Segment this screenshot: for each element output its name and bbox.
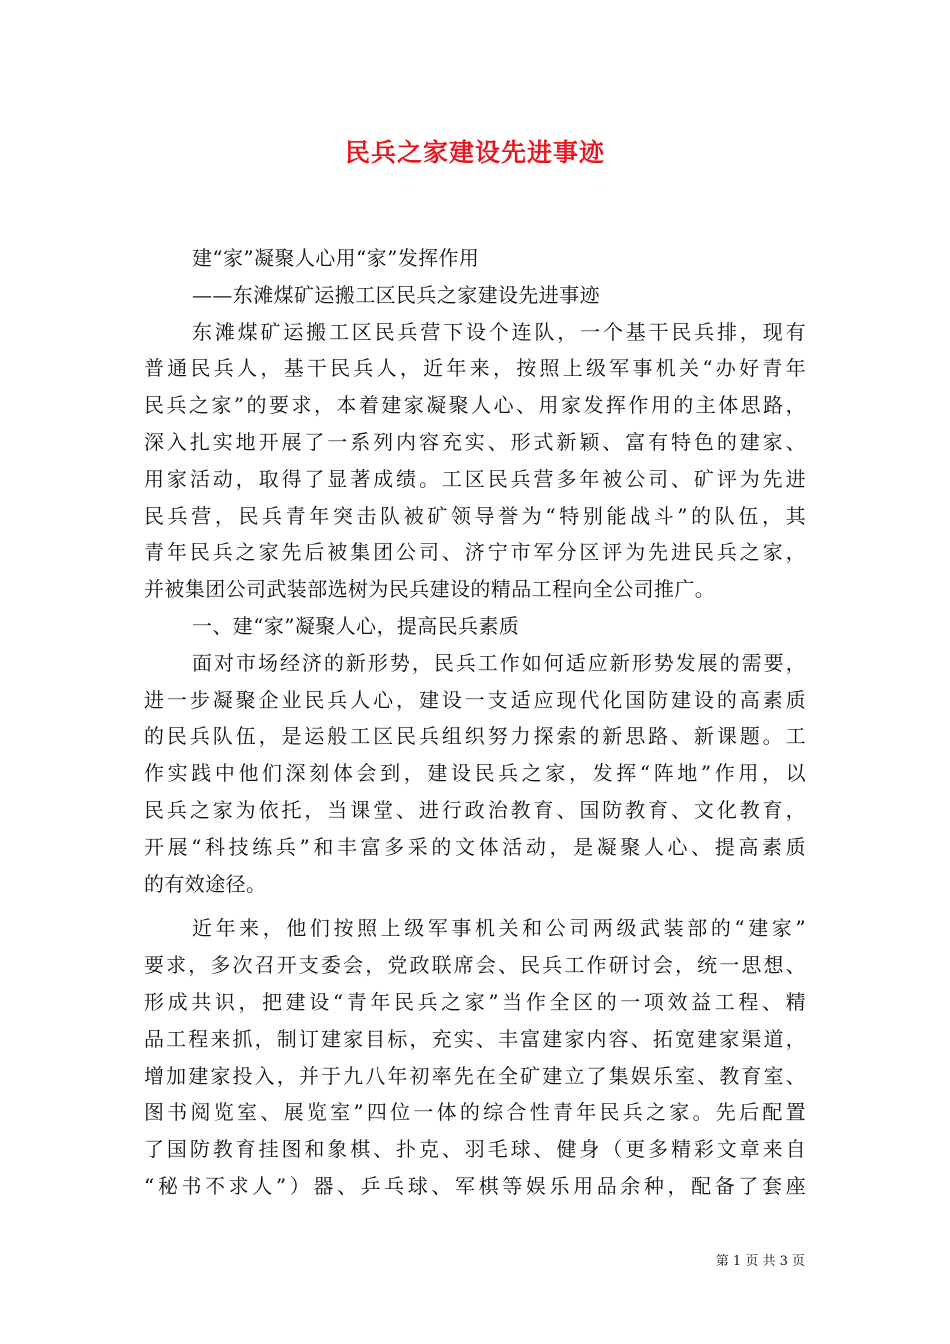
text-line: 普通民兵人，基干民兵人，近年来，按照上级军事机关“办好青年 bbox=[144, 356, 806, 381]
page-number: 第 1 页 共 3 页 bbox=[715, 1254, 805, 1269]
text-line: ——东滩煤矿运搬工区民兵之家建设先进事迹 bbox=[192, 282, 600, 307]
text-line: 用家活动，取得了显著成绩。工区民兵营多年被公司、矿评为先进 bbox=[144, 466, 806, 491]
text-line: 图书阅览室、展览室”四位一体的综合性青年民兵之家。先后配置 bbox=[144, 1100, 806, 1125]
text-line: “秘书不求人”）器、乒乓球、军棋等娱乐用品余种，配备了套座 bbox=[144, 1173, 806, 1198]
text-line: 增加建家投入，并于九八年初率先在全矿建立了集娱乐室、教育室、 bbox=[144, 1063, 806, 1088]
text-line: 民兵之家为依托，当课堂、进行政治教育、国防教育、文化教育， bbox=[144, 797, 806, 822]
text-line: 的民兵队伍，是运般工区民兵组织努力探索的新思路、新课题。工 bbox=[144, 724, 806, 749]
text-line: 形成共识，把建设“青年民兵之家”当作全区的一项效益工程、精 bbox=[144, 989, 806, 1014]
text-line: 的有效途径。 bbox=[144, 871, 267, 896]
text-line: 面对市场经济的新形势，民兵工作如何适应新形势发展的需要， bbox=[192, 650, 806, 675]
document-body bbox=[144, 240, 806, 1205]
text-line: 近年来，他们按照上级军事机关和公司两级武装部的“建家” bbox=[192, 916, 806, 941]
text-line: 开展“科技练兵”和丰富多采的文体活动，是凝聚人心、提高素质 bbox=[144, 834, 806, 859]
text-line: 东滩煤矿运搬工区民兵营下设个连队，一个基干民兵排，现有 bbox=[192, 319, 806, 344]
text-line: 深入扎实地开展了一系列内容充实、形式新颖、富有特色的建家、 bbox=[144, 429, 806, 454]
text-line: 并被集团公司武装部选树为民兵建设的精品工程向全公司推广。 bbox=[144, 577, 716, 602]
text-line: 民兵之家”的要求，本着建家凝聚人心、用家发挥作用的主体思路， bbox=[144, 393, 806, 418]
text-line: 建“家”凝聚人心用“家”发挥作用 bbox=[192, 246, 480, 270]
text-line: 青年民兵之家先后被集团公司、济宁市军分区评为先进民兵之家， bbox=[144, 540, 806, 565]
text-line: 作实践中他们深刻体会到，建设民兵之家，发挥“阵地”作用，以 bbox=[144, 761, 806, 786]
document-title: 民兵之家建设先进事迹 bbox=[344, 138, 605, 167]
text-line: 进一步凝聚企业民兵人心，建设一支适应现代化国防建设的高素质 bbox=[144, 687, 806, 712]
text-line: 品工程来抓，制订建家目标，充实、丰富建家内容、拓宽建家渠道， bbox=[144, 1026, 806, 1051]
text-line: 一、建“家”凝聚人心，提高民兵素质 bbox=[192, 613, 520, 638]
text-line: 民兵营，民兵青年突击队被矿领导誉为“特别能战斗”的队伍，其 bbox=[144, 503, 806, 528]
text-line: 要求，多次召开支委会，党政联席会、民兵工作研讨会，统一思想、 bbox=[144, 953, 806, 978]
text-line: 了国防教育挂图和象棋、扑克、羽毛球、健身（更多精彩文章来自 bbox=[144, 1137, 806, 1162]
